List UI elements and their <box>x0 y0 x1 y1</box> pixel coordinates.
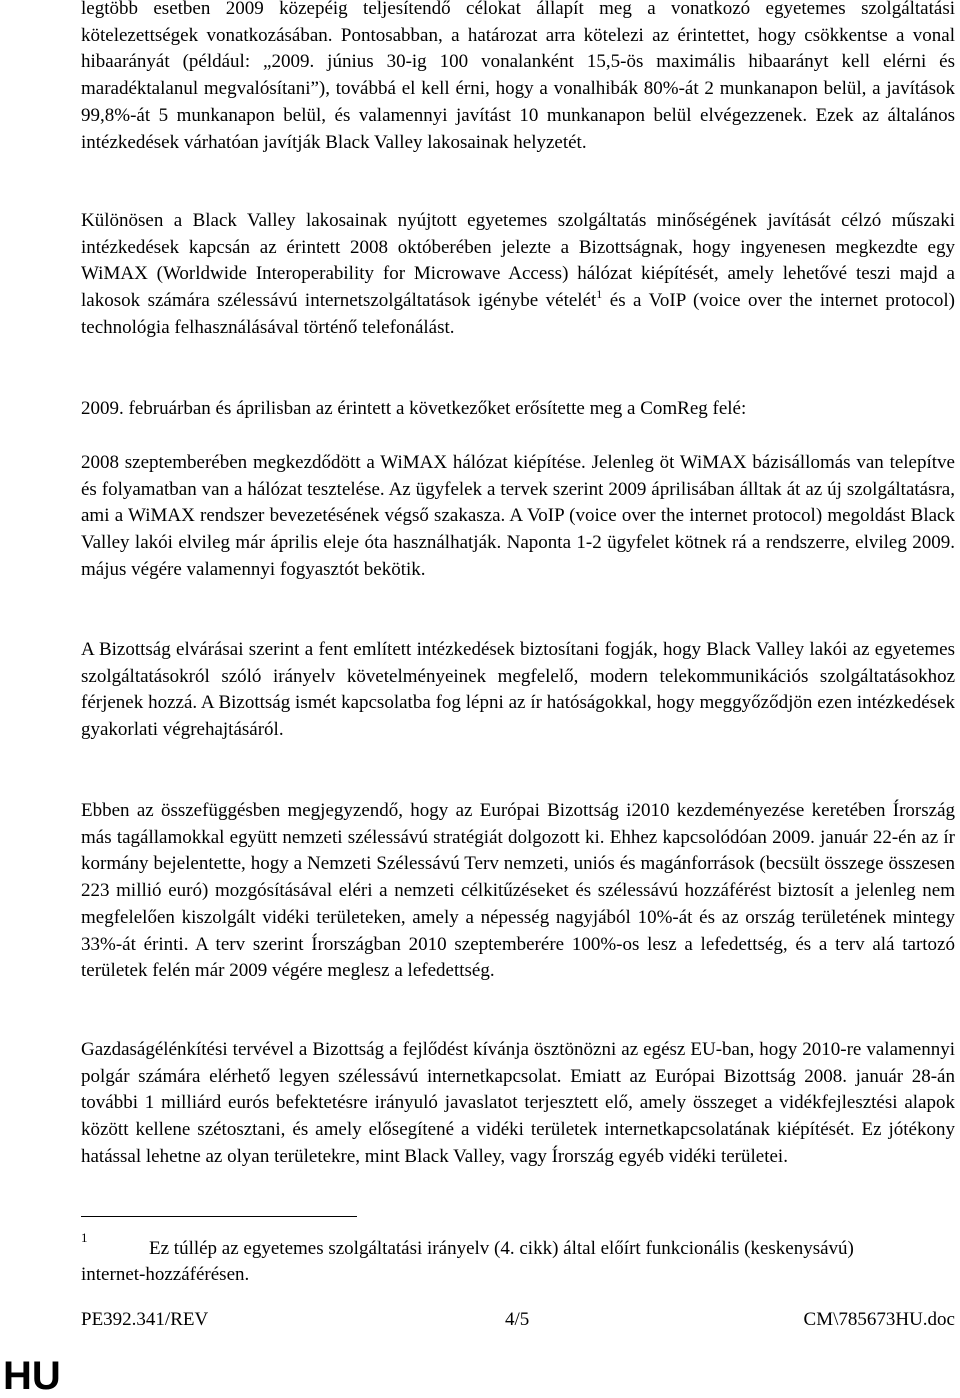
paragraph-2 <box>81 208 955 342</box>
paragraph-7: Gazdaságélénkítési tervével a Bizottság a fejlődést kívánja ösztönözni az egész EU-ban, hogy 2010-re valamennyi polgár számára elérhető legyen szélessávú internetkapcsolat. Emiatt az Európai Bizottság 2008. január 28-án további 1 milliárd eurós befektetésre irányuló javaslatot terjesztett elő, amely összeget a vidékfejlesztési alapok között kellene szétosztani, és amely elősegítené a vidéki területek internetkapcsolatának kiépítését. Ez jótékony hatással lehetne az olyan területekre, mint Black Valley, vagy Írország egyéb vidéki területei. <box>81 1039 955 1167</box>
footnote-separator <box>81 1216 357 1217</box>
paragraph-1: legtöbb esetben 2009 közepéig teljesítendő célokat állapít meg a vonatkozó egyetemes szolgáltatási kötelezettségek vonatkozásában. Pontosabban, a határozat arra kötelezi az érintettet, hogy csökkentse a vonal hibaarányát (például: „2009. június 30-ig 100 vonalanként 15,5-ös maximális hibaarányt kell elérni és maradéktalanul megvalósítani”), továbbá el kell érni, hogy a vonalhibák 80%-át 2 munkanapon belül, a javítások 99,8%-át 5 munkanapon belül, és valamennyi javítást 10 munkanapon belül elvégezzenek. Ezek az általános intézkedések várhatóan javítják Black Valley lakosainak helyzetét. <box>81 0 955 153</box>
footnote-number: 1 <box>81 1230 88 1245</box>
footer-doc-id: CM\785673HU.doc <box>803 1309 955 1330</box>
paragraph-6: Ebben az összefüggésben megjegyzendő, hogy az Európai Bizottság i2010 kezdeményezése keretében Írország más tagállamokkal együtt nemzeti szélessávú stratégiát dolgozott ki. Ehhez kapcsolódóan 2009. január 22-én az ír kormány bejelentette, hogy a Nemzeti Szélessávú Terv nemzeti, uniós és magánforrások (becsült összege összesen 223 millió euró) mozgósításával eléri a nemzeti célkitűzéseket és szélessávú hozzáférést biztosít a jelenleg nem megfelelően kiszolgált vidéki területeken, amely a népesség nagyjából 10%-át és az ország területének mintegy 33%-át érinti. A terv szerint Írországban 2010 szeptemberére 100%-os lesz a lefedettség, és a terv alá tartozó területek felén már 2009 végére meglesz a lefedettség. <box>81 800 955 982</box>
language-code: HU <box>3 1354 61 1398</box>
paragraph-2-text-continued: és a VoIP (voice over the internet protocol) technológia felhasználásával történő telefonálást. <box>81 290 955 338</box>
footnote-reference[interactable]: 1 <box>596 287 603 302</box>
footer-page-number: 4/5 <box>505 1309 530 1330</box>
paragraph-5: A Bizottság elvárásai szerint a fent említett intézkedések biztosítani fogják, hogy Black Valley lakói az egyetemes szolgáltatásokról szóló irányelv követelményeinek megfelelő, modern telekommunikációs szolgáltatásokhoz férjenek hozzá. A Bizottság ismét kapcsolatba fog lépni az ír hatóságokkal, hogy meggyőződjön ezen intézkedések gyakorlati végrehajtásáról. <box>81 639 955 741</box>
paragraph-4: 2008 szeptemberében megkezdődött a WiMAX hálózat kiépítése. Jelenleg öt WiMAX bázisállomás van telepítve és folyamatban van a hálózat tesztelése. Az ügyfelek a tervek szerint 2009 áprilisában álltak át az új szolgáltatásra, ami a WiMAX rendszer bevezetésének végső szakasza. A VoIP (voice over the internet protocol) megoldást Black Valley lakói elvileg már április eleje óta használhatják. Naponta 1-2 ügyfelet kötnek rá a rendszerre, elvileg 2009. május végére valamennyi fogyasztót bekötik. <box>81 452 955 580</box>
footnote-body: Ez túllép az egyetemes szolgáltatási irányelv (4. cikk) által előírt funkcionális (keskenysávú) internet-hozzáférésen. <box>81 1238 854 1285</box>
page-footer <box>81 1307 955 1333</box>
paragraph-3: 2009. februárban és áprilisban az érintett a következőket erősítette meg a ComReg felé: <box>81 398 747 419</box>
paragraph-2-text: Különösen a Black Valley lakosainak nyújtott egyetemes szolgáltatás minőségének javítását célzó műszaki intézkedések kapcsán az érintett 2008 októberében jelezte a Bizottságnak, hogy ingyenesen megkezdte egy WiMAX (Worldwide Interoperability for Microwave Access) hálózat kiépítését, amely lehetővé teszi majd a lakosok számára szélessávú internetszolgáltatások igénybe vételét <box>81 210 955 312</box>
footer-reference: PE392.341/REV <box>81 1309 209 1330</box>
footnote-text <box>81 1236 881 1288</box>
